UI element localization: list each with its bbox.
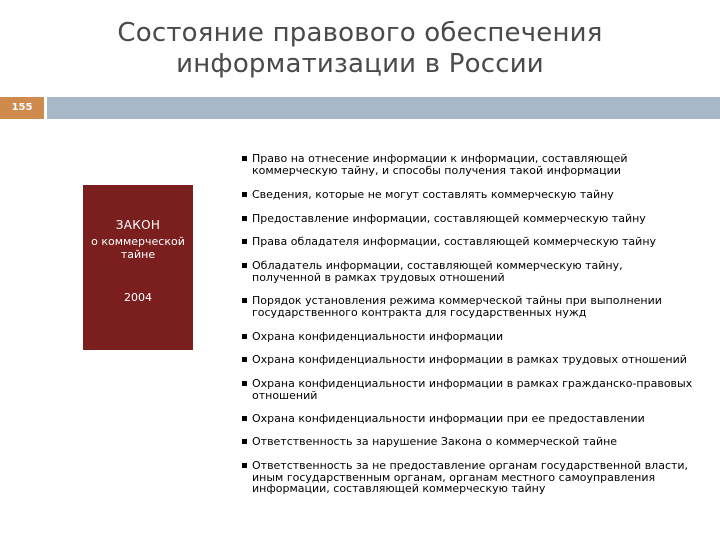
list-item: Охрана конфиденциальности информации в рамках гражданско-правовых отношений	[240, 378, 692, 401]
law-year: 2004	[124, 291, 152, 304]
list-item: Охрана конфиденциальности информации при ее предоставлении	[240, 413, 645, 425]
slide-title-line-1: Состояние правового обеспечения	[117, 18, 603, 48]
list-item: Ответственность за нарушение Закона о коммерческой тайне	[240, 436, 617, 448]
law-subtitle-line-2: тайне	[120, 248, 156, 261]
list-item: Предоставление информации, составляющей коммерческую тайну	[240, 213, 646, 225]
list-item: Охрана конфиденциальности информации	[240, 331, 503, 343]
list-item: Обладатель информации, составляющей коммерческую тайну, полученной в рамках трудовых отношений	[240, 260, 623, 283]
list-item: Порядок установления режима коммерческой тайны при выполнении государственного контракта для государственных нужд	[240, 295, 662, 318]
list-item: Охрана конфиденциальности информации в рамках трудовых отношений	[240, 354, 687, 366]
list-item: Ответственность за не предоставление органам государственной власти, иным государственным органам, органам местного самоуправления информации, составляющей коммерческую тайну	[240, 460, 688, 495]
list-item: Право на отнесение информации к информации, составляющей коммерческую тайну, и способы получения такой информации	[240, 153, 628, 176]
law-subtitle-line-1: о коммерческой	[91, 235, 185, 248]
slide-title-line-2: информатизации в России	[176, 49, 544, 79]
law-heading: ЗАКОН	[115, 218, 161, 232]
list-item: Сведения, которые не могут составлять коммерческую тайну	[240, 189, 614, 201]
list-item: Права обладателя информации, составляющей коммерческую тайну	[240, 236, 656, 248]
slide-number-badge: 155	[0, 97, 44, 119]
